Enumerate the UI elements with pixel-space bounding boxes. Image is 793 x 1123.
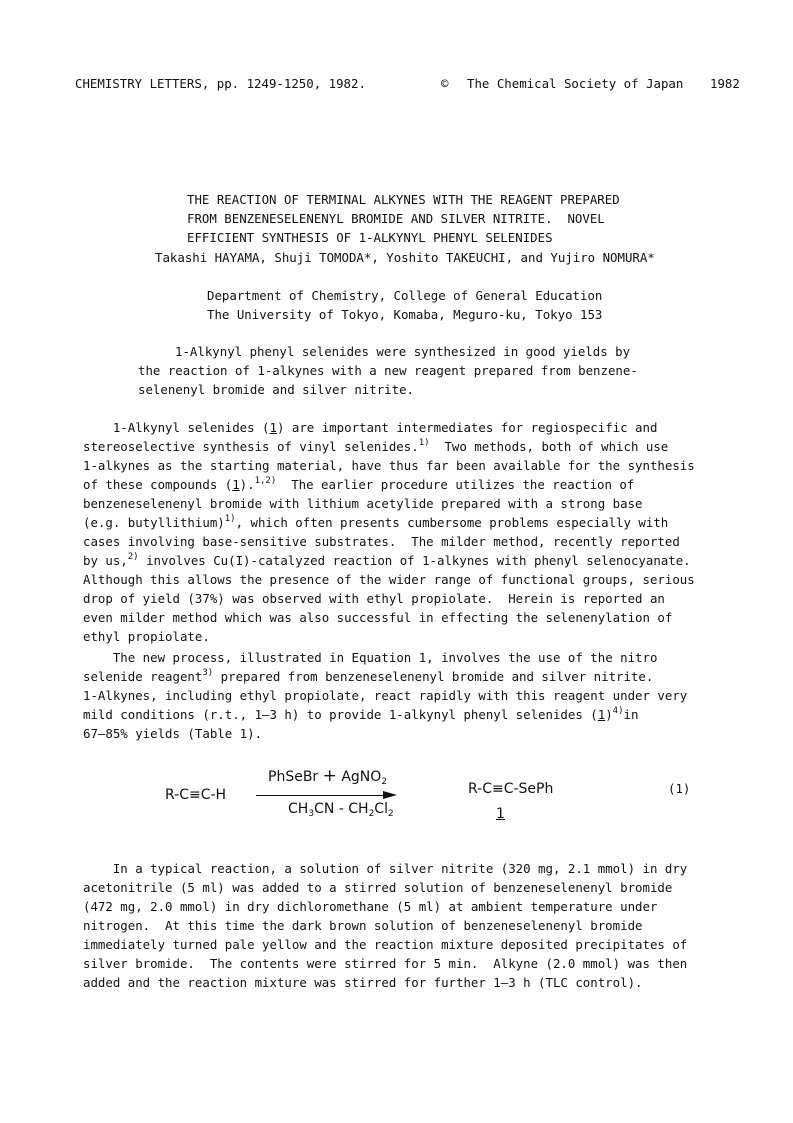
affiliation-line: The University of Tokyo, Komaba, Meguro-ku, Tokyo 153 bbox=[207, 307, 603, 322]
text-line: 1-Alkynyl selenides (1) are important intermediates for regiospecific and bbox=[112, 420, 658, 435]
text-line: stereoselective synthesis of vinyl selenides.$^{1)}$ Two methods, both of which use bbox=[83, 438, 669, 454]
text-line: selenide reagent$^{3)}$ prepared from benzeneselenenyl bromide and silver nitrite. bbox=[83, 668, 654, 684]
copyright-icon: © bbox=[441, 76, 449, 91]
paragraph-intro bbox=[83, 418, 695, 646]
text-line: 1-alkynes as the starting material, have thus far been available for the synthesis bbox=[83, 458, 695, 473]
text-line: (e.g. butyllithium)$^{1)}$, which often presents cumbersome problems especially with bbox=[83, 514, 669, 530]
text-line: immediately turned pale yellow and the reaction mixture deposited precipitates of bbox=[83, 937, 688, 952]
authors: Takashi HAYAMA, Shuji TOMODA*, Yoshito TAKEUCHI, and Yujiro NOMURA* bbox=[155, 250, 655, 265]
paper-title bbox=[187, 171, 620, 247]
affiliation-line: Department of Chemistry, College of General Education bbox=[207, 288, 603, 303]
text-line: ethyl propiolate. bbox=[83, 629, 210, 644]
text-line: even milder method which was also successful in effecting the selenenylation of bbox=[83, 610, 673, 625]
title-line: THE REACTION OF TERMINAL ALKYNES WITH THE REAGENT PREPARED bbox=[187, 192, 620, 207]
equation-product-label: 1 bbox=[496, 806, 505, 822]
text-line: mild conditions (r.t., 1–3 h) to provide 1-alkynyl phenyl selenides $(1)^{4)}in$ bbox=[83, 706, 639, 722]
society-name: The Chemical Society of Japan bbox=[467, 76, 684, 91]
text-line: cases involving base-sensitive substrates. The milder method, recently reported bbox=[83, 534, 680, 549]
text-line: benzeneselenenyl bromide with lithium acetylide prepared with a strong base bbox=[83, 496, 643, 511]
text-line: by us,$^{2)}$ involves Cu(I)-catalyzed reaction of 1-alkynes with phenyl selenocyanate. bbox=[83, 552, 691, 568]
title-line: EFFICIENT SYNTHESIS OF 1-ALKYNYL PHENYL SELENIDES bbox=[187, 230, 553, 245]
paragraph-process bbox=[83, 648, 687, 743]
text-line: added and the reaction mixture was stirred for further 1–3 h (TLC control). bbox=[83, 975, 643, 990]
text-line: silver bromide. The contents were stirred for 5 min. Alkyne (2.0 mmol) was then bbox=[83, 956, 688, 971]
text-line: nitrogen. At this time the dark brown solution of benzeneselenenyl bromide bbox=[83, 918, 643, 933]
text-line: (472 mg, 2.0 mmol) in dry dichloromethane (5 ml) at ambient temperature under bbox=[83, 899, 658, 914]
equation-product: R-C≡C-SePh bbox=[468, 781, 554, 797]
reaction-arrow-shaft bbox=[256, 795, 385, 796]
abstract-line-2: the reaction of 1-alkynes with a new reagent prepared from benzene- bbox=[138, 363, 638, 378]
journal-citation: CHEMISTRY LETTERS, pp. 1249-1250, 1982. bbox=[75, 76, 366, 91]
reaction-arrow-head-icon bbox=[383, 791, 397, 799]
text-line: acetonitrile (5 ml) was added to a stirred solution of benzeneselenenyl bromide bbox=[83, 880, 673, 895]
affiliation bbox=[207, 267, 602, 324]
abstract-line-3: selenenyl bromide and silver nitrite. bbox=[138, 382, 415, 397]
text-line: The new process, illustrated in Equation 1, involves the use of the nitro bbox=[112, 650, 658, 665]
text-line: Although this allows the presence of the wider range of functional groups, serious bbox=[83, 572, 695, 587]
paragraph-procedure bbox=[83, 859, 687, 992]
equation-solvent: $CH_3CN - CH_2Cl_2$ bbox=[288, 801, 394, 819]
text-line: In a typical reaction, a solution of silver nitrite (320 mg, 2.1 mmol) in dry bbox=[112, 861, 688, 876]
equation-reagents: PhSeBr + AgNO$_2$ bbox=[268, 766, 388, 787]
equation-number: (1) bbox=[668, 781, 691, 796]
equation-reactant: R-C≡C-H bbox=[165, 787, 227, 803]
text-line: 1-Alkynes, including ethyl propiolate, react rapidly with this reagent under very bbox=[83, 688, 688, 703]
text-line: drop of yield (37%) was observed with ethyl propiolate. Herein is reported an bbox=[83, 591, 665, 606]
text-line: of these compounds (1).$^{1,2)}$ The earlier procedure utilizes the reaction of bbox=[83, 476, 635, 492]
header-year: 1982 bbox=[710, 76, 740, 91]
abstract-line-1: 1-Alkynyl phenyl selenides were synthesized in good yields by bbox=[175, 344, 631, 359]
text-line: 67–85% yields (Table 1). bbox=[83, 726, 263, 741]
title-line: FROM BENZENESELENENYL BROMIDE AND SILVER NITRITE. NOVEL bbox=[187, 211, 605, 226]
